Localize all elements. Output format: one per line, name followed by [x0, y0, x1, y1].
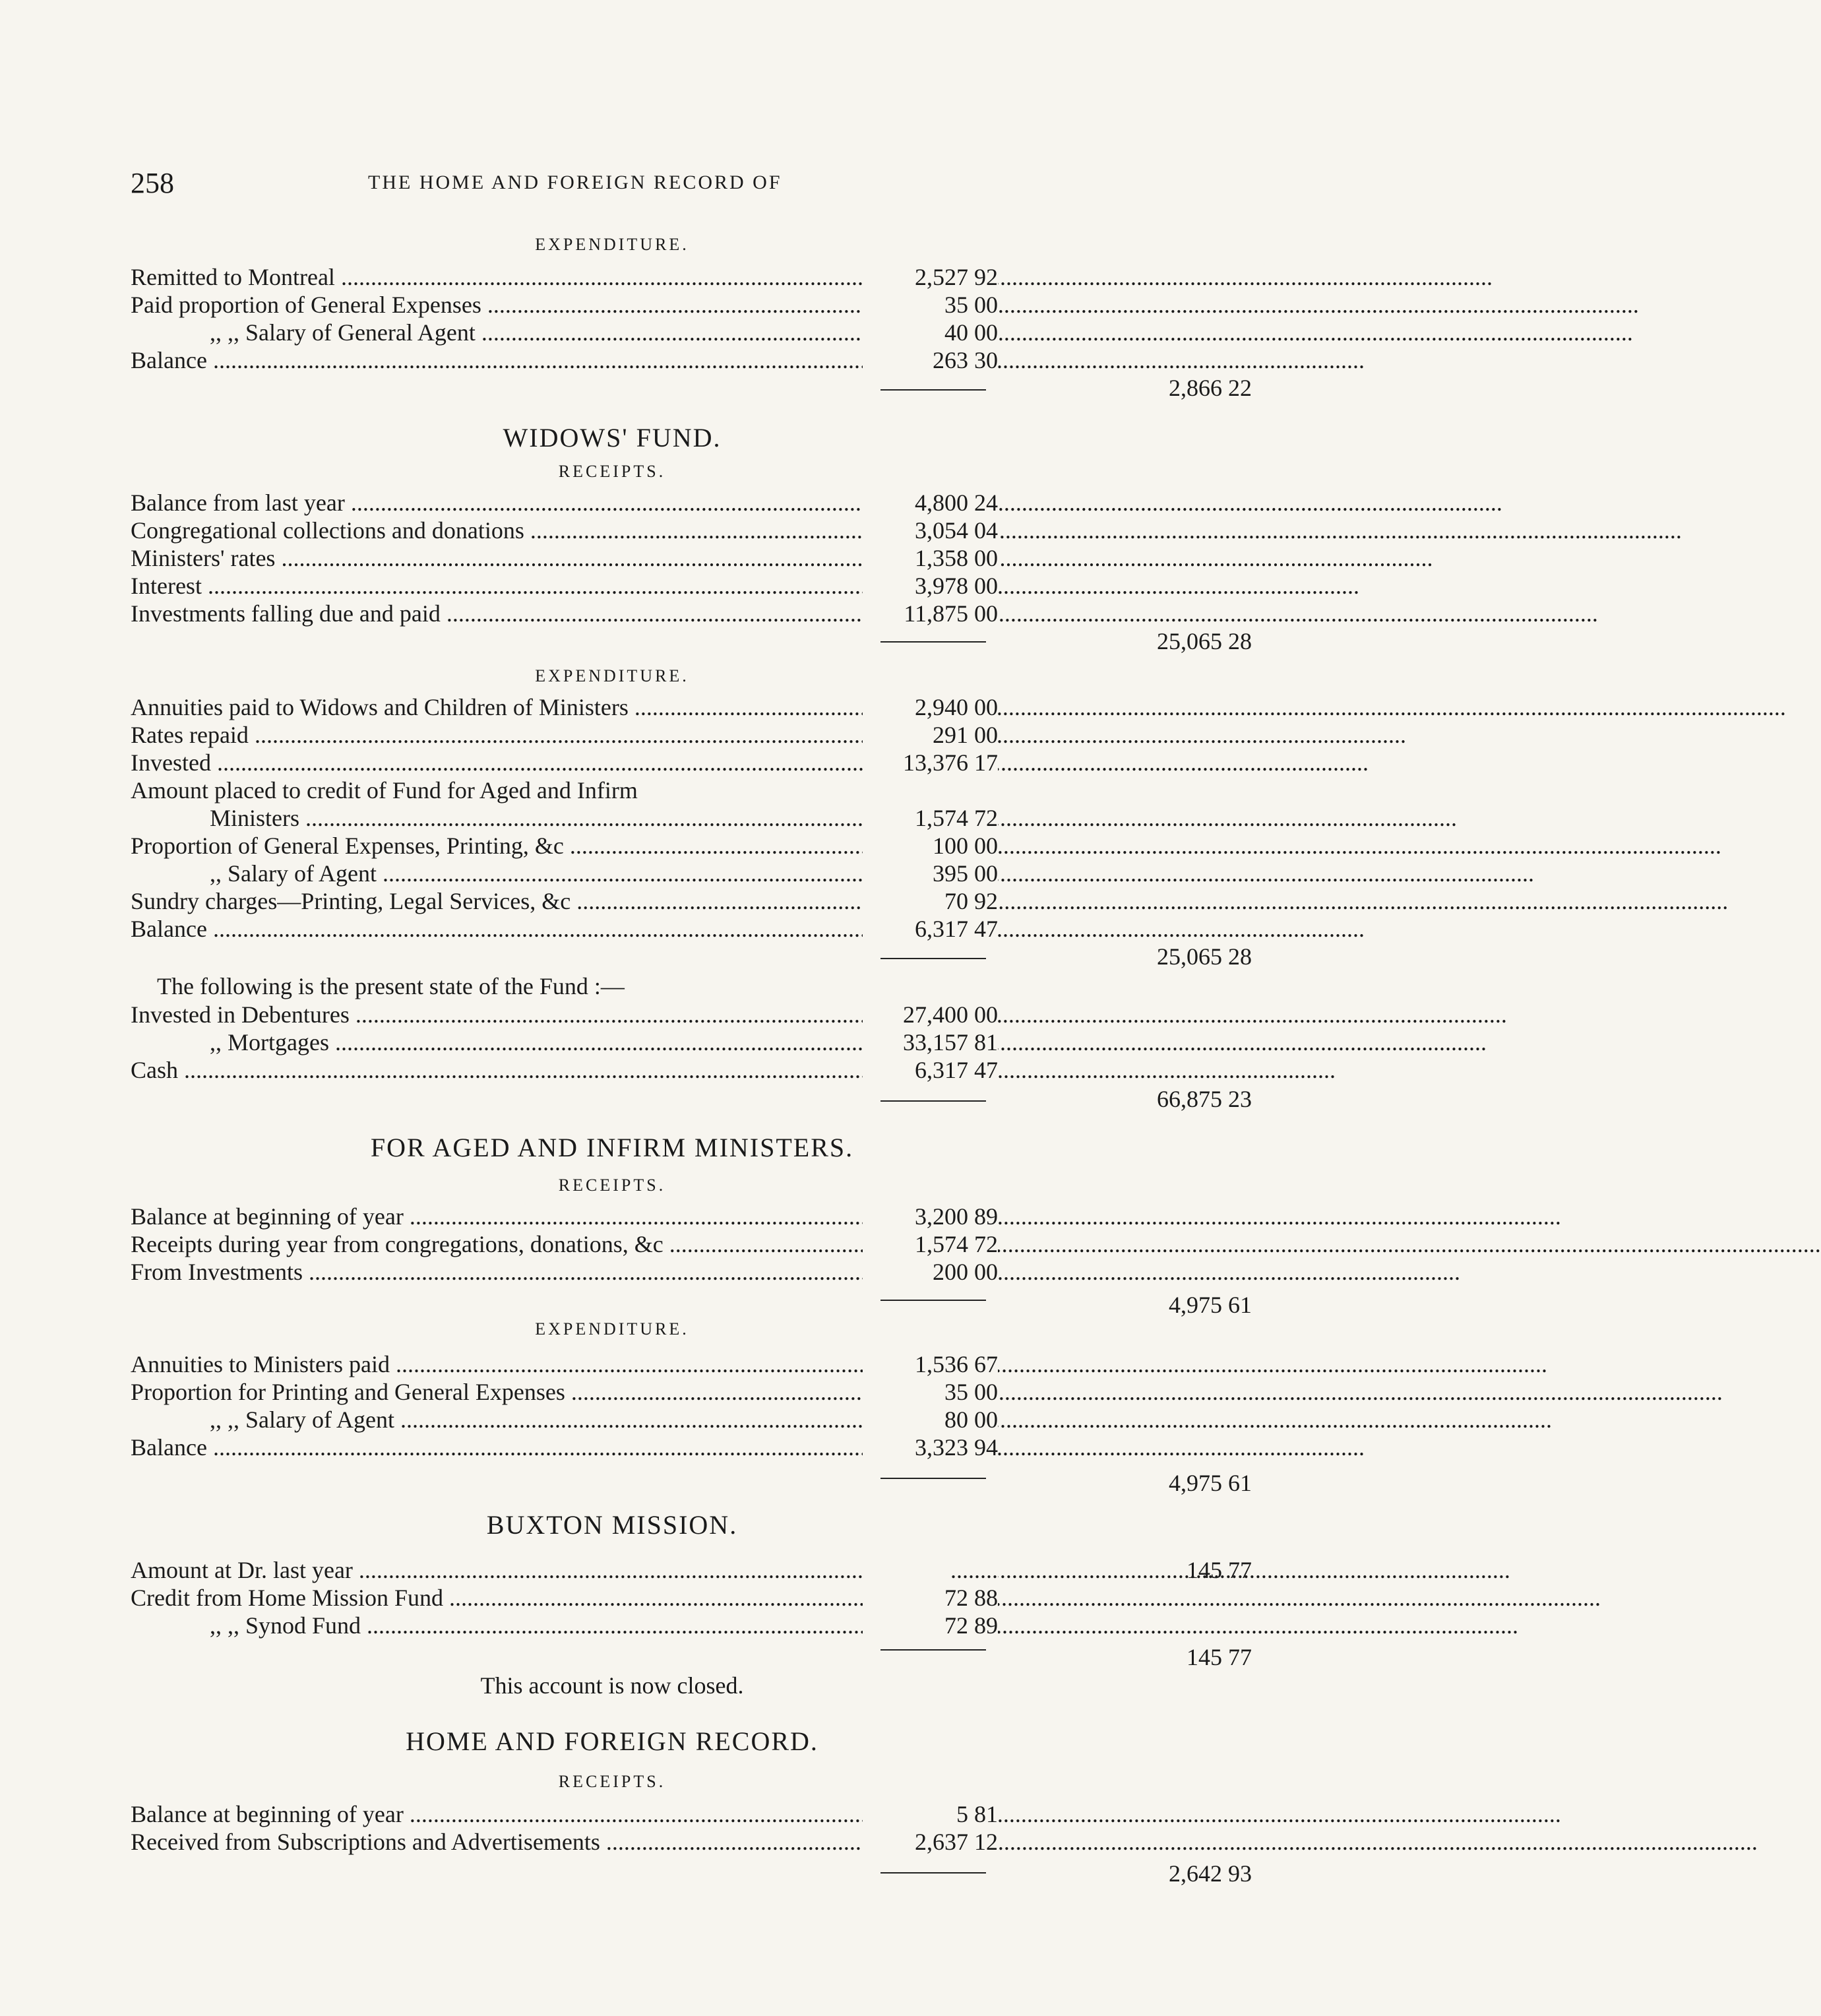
expenditure-heading: EXPENDITURE. — [535, 235, 689, 254]
row-amount: 2,940 00 — [863, 693, 998, 722]
section-title-widows-fund: WIDOWS' FUND. — [503, 423, 722, 453]
row-label: Invested in Debentures ..... — [131, 1000, 869, 1029]
ledger-row — [131, 720, 1146, 749]
total-row — [131, 1085, 1252, 1114]
total-row — [131, 1859, 1252, 1888]
ledger-row — [131, 571, 1146, 600]
row-amount: 72 88 — [863, 1583, 998, 1612]
section-total: 4,975 61 — [1169, 1470, 1252, 1496]
row-amount: 35 00 — [863, 1377, 998, 1406]
row-label: Proportion for Printing and General Expenses ..... — [131, 1377, 869, 1406]
ledger-row — [131, 693, 1146, 722]
section-total: 4,975 61 — [1169, 1292, 1252, 1318]
row-label: ,, Mortgages ..... — [131, 1028, 869, 1057]
row-amount: 2,637 12 — [863, 1827, 998, 1856]
row-amount: 80 00 — [863, 1405, 998, 1434]
row-label: Proportion of General Expenses, Printing, &c ..... — [131, 831, 869, 860]
ledger-row — [131, 914, 1146, 943]
total-row — [131, 1468, 1252, 1497]
ledger-row — [131, 488, 1146, 517]
row-amount: 72 89 — [863, 1611, 998, 1640]
ledger-row — [131, 263, 1146, 292]
row-amount: 3,323 94 — [863, 1433, 998, 1462]
ledger-row — [131, 1556, 1252, 1585]
row-amount: 6,317 47 — [863, 914, 998, 943]
ledger-row — [131, 599, 1146, 628]
row-label: Paid proportion of General Expenses ..... — [131, 290, 869, 319]
ledger-row — [131, 346, 1146, 375]
receipts-heading: RECEIPTS. — [558, 1772, 666, 1791]
page-number: 258 — [131, 167, 174, 199]
receipts-heading: RECEIPTS. — [558, 1176, 666, 1195]
section-total: 2,642 93 — [1169, 1860, 1252, 1887]
row-amount: 27,400 00 — [863, 1000, 998, 1029]
row-label: Rates repaid ..... — [131, 720, 869, 749]
row-amount: 3,200 89 — [863, 1202, 998, 1231]
ledger-row — [131, 859, 1146, 888]
row-label: Remitted to Montreal ..... — [131, 263, 869, 292]
ledger-row — [131, 1377, 1146, 1406]
ledger-row — [131, 544, 1146, 573]
running-title: THE HOME AND FOREIGN RECORD OF — [368, 172, 782, 193]
row-amount: 40 00 — [863, 318, 998, 347]
row-label: From Investments ..... — [131, 1257, 869, 1286]
section-title-buxton-mission: BUXTON MISSION. — [486, 1510, 738, 1540]
row-label: Sundry charges—Printing, Legal Services, &c ..... — [131, 887, 869, 916]
row-amount: 291 00 — [863, 720, 998, 749]
ledger-row — [131, 803, 1146, 833]
row-amount: 1,574 72 — [863, 1230, 998, 1259]
row-label: Interest ..... — [131, 571, 869, 600]
row-label: Ministers' rates ..... — [131, 544, 869, 573]
total-row — [131, 373, 1252, 402]
row-label: Amount at Dr. last year ..... — [131, 1556, 869, 1585]
ledger-row — [131, 1202, 1146, 1231]
expenditure-heading: EXPENDITURE. — [535, 1319, 689, 1339]
row-label: Annuities to Ministers paid ..... — [131, 1350, 869, 1379]
row-label: Ministers ..... — [131, 803, 869, 833]
row-label: Balance ..... — [131, 1433, 869, 1462]
row-amount: 200 00 — [863, 1257, 998, 1286]
ledger-row — [131, 1230, 1146, 1259]
ledger-row — [131, 318, 1146, 347]
ledger-row — [131, 1257, 1146, 1286]
row-amount: 1,574 72 — [863, 803, 998, 833]
row-label: Investments falling due and paid ..... — [131, 599, 869, 628]
ledger-row — [131, 887, 1146, 916]
section-total: 25,065 28 — [1157, 943, 1252, 970]
row-amount: 70 92 — [863, 887, 998, 916]
row-amount: ........ — [863, 1556, 998, 1585]
ledger-row — [131, 748, 1146, 777]
total-row — [131, 1643, 1252, 1672]
closed-note: This account is now closed. — [480, 1672, 744, 1699]
ledger-row — [131, 1350, 1146, 1379]
ledger-row — [131, 1433, 1146, 1462]
row-amount: 33,157 81 — [863, 1028, 998, 1057]
row-label: Received from Subscriptions and Advertisements ..... — [131, 1827, 869, 1856]
row-label: Invested ..... — [131, 748, 869, 777]
row-label: Balance at beginning of year ..... — [131, 1800, 869, 1829]
row-label: ,, Salary of Agent ..... — [131, 859, 869, 888]
row-label: Balance at beginning of year ..... — [131, 1202, 869, 1231]
ledger-row — [131, 1028, 1146, 1057]
ledger-row — [131, 1800, 1146, 1829]
row-amount: 13,376 17 — [863, 748, 998, 777]
row-label: Balance ..... — [131, 346, 869, 375]
row-label: Cash ..... — [131, 1055, 869, 1085]
row-label: ,, ,, Salary of General Agent ..... — [131, 318, 869, 347]
total-row — [131, 627, 1252, 656]
row-label: Amount placed to credit of Fund for Aged and Infirm — [131, 777, 638, 803]
row-amount: 3,054 04 — [863, 516, 998, 545]
row-amount: 263 30 — [863, 346, 998, 375]
row-label: Balance ..... — [131, 914, 869, 943]
row-label: Congregational collections and donations ..... — [131, 516, 869, 545]
row-amount: 35 00 — [863, 290, 998, 319]
row-amount: 100 00 — [863, 831, 998, 860]
row-label: Credit from Home Mission Fund ..... — [131, 1583, 869, 1612]
section-total: 66,875 23 — [1157, 1086, 1252, 1112]
ledger-row — [131, 1000, 1146, 1029]
row-amount: 1,358 00 — [863, 544, 998, 573]
receipts-heading: RECEIPTS. — [558, 462, 666, 481]
ledger-row — [131, 516, 1146, 545]
ledger-row — [131, 1583, 1146, 1612]
row-label: ,, ,, Synod Fund ..... — [131, 1611, 869, 1640]
ledger-row — [131, 1055, 1146, 1085]
running-header — [131, 166, 1120, 206]
row-label: Receipts during year from congregations, donations, &c ..... — [131, 1230, 869, 1259]
section-title-aged-infirm: FOR AGED AND INFIRM MINISTERS. — [370, 1133, 854, 1162]
ledger-row — [131, 1405, 1146, 1434]
ledger-row — [131, 290, 1146, 319]
row-amount: 6,317 47 — [863, 1055, 998, 1085]
row-amount: 5 81 — [863, 1800, 998, 1829]
row-label: Balance from last year ..... — [131, 488, 869, 517]
row-label: Annuities paid to Widows and Children of Ministers ..... — [131, 693, 869, 722]
row-amount: 4,800 24 — [863, 488, 998, 517]
ledger-row — [131, 831, 1146, 860]
section-title-home-foreign-record: HOME AND FOREIGN RECORD. — [406, 1726, 818, 1756]
row-amount: 2,527 92 — [863, 263, 998, 292]
ledger-row — [131, 1827, 1146, 1856]
section-total: 2,866 22 — [1169, 375, 1252, 401]
total-row — [131, 942, 1252, 971]
fund-state-intro: The following is the present state of the Fund :— — [157, 973, 625, 999]
row-amount: 395 00 — [863, 859, 998, 888]
section-total: 25,065 28 — [1157, 628, 1252, 654]
total-row — [131, 1290, 1252, 1319]
row-amount: 11,875 00 — [863, 599, 998, 628]
section-total: 145 77 — [1187, 1644, 1252, 1670]
row-amount: 1,536 67 — [863, 1350, 998, 1379]
ledger-row — [131, 1611, 1146, 1640]
row-label: ,, ,, Salary of Agent ..... — [131, 1405, 869, 1434]
row-amount: 3,978 00 — [863, 571, 998, 600]
ledger-row — [131, 776, 1146, 805]
row-total: 145 77 — [1187, 1557, 1252, 1583]
expenditure-heading: EXPENDITURE. — [535, 666, 689, 685]
